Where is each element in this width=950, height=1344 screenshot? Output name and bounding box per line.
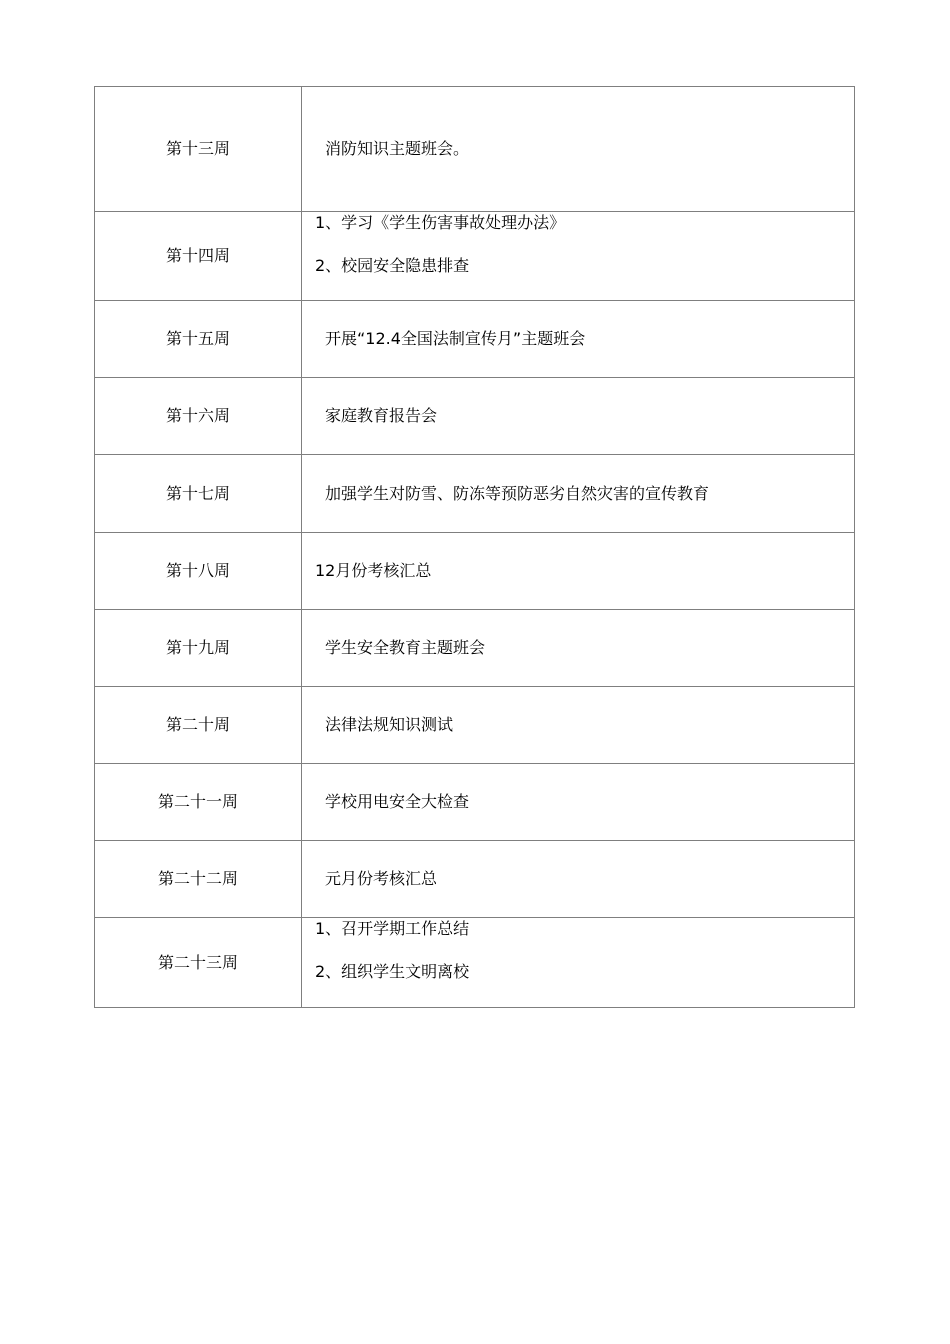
week-cell: 第十三周	[95, 87, 302, 212]
weekly-schedule-table	[94, 86, 855, 1008]
task-cell	[302, 918, 855, 1008]
task-line: 1、学习《学生伤害事故处理办法》	[315, 213, 566, 232]
week-cell: 第二十周	[95, 687, 302, 764]
table-row	[95, 212, 855, 301]
table-row	[95, 301, 855, 378]
week-cell: 第十八周	[95, 533, 302, 610]
task-line: 法律法规知识测试	[325, 715, 454, 734]
week-cell: 第十九周	[95, 610, 302, 687]
task-cell	[302, 378, 855, 455]
table-row	[95, 455, 855, 533]
table-row	[95, 918, 855, 1008]
task-cell	[302, 610, 855, 687]
task-line: 学生安全教育主题班会	[325, 638, 486, 657]
task-line: 2、组织学生文明离校	[315, 962, 470, 981]
task-cell	[302, 841, 855, 918]
week-cell: 第十五周	[95, 301, 302, 378]
task-line: 学校用电安全大检查	[325, 792, 470, 811]
task-cell	[302, 212, 855, 301]
task-line: 消防知识主题班会。	[325, 139, 470, 158]
table-row	[95, 610, 855, 687]
week-cell: 第二十二周	[95, 841, 302, 918]
week-cell: 第十六周	[95, 378, 302, 455]
task-line: 加强学生对防雪、防冻等预防恶劣自然灾害的宣传教育	[325, 483, 710, 503]
week-cell: 第二十三周	[95, 918, 302, 1008]
week-cell: 第二十一周	[95, 764, 302, 841]
task-line: 1、召开学期工作总结	[315, 919, 470, 938]
table-row	[95, 378, 855, 455]
task-line: 元月份考核汇总	[325, 869, 438, 888]
task-cell	[302, 533, 855, 610]
table-row	[95, 533, 855, 610]
table-row	[95, 764, 855, 841]
task-cell	[302, 301, 855, 378]
task-cell	[302, 87, 855, 212]
table-row	[95, 841, 855, 918]
task-line: 开展“12.4全国法制宣传月”主题班会	[325, 329, 586, 348]
table-row	[95, 87, 855, 212]
task-cell	[302, 687, 855, 764]
week-cell: 第十七周	[95, 455, 302, 533]
task-cell	[302, 455, 855, 533]
week-cell: 第十四周	[95, 212, 302, 301]
task-cell	[302, 764, 855, 841]
task-line: 2、校园安全隐患排查	[315, 256, 470, 275]
table-row	[95, 687, 855, 764]
task-line: 家庭教育报告会	[325, 406, 438, 425]
task-line: 12月份考核汇总	[315, 561, 432, 580]
